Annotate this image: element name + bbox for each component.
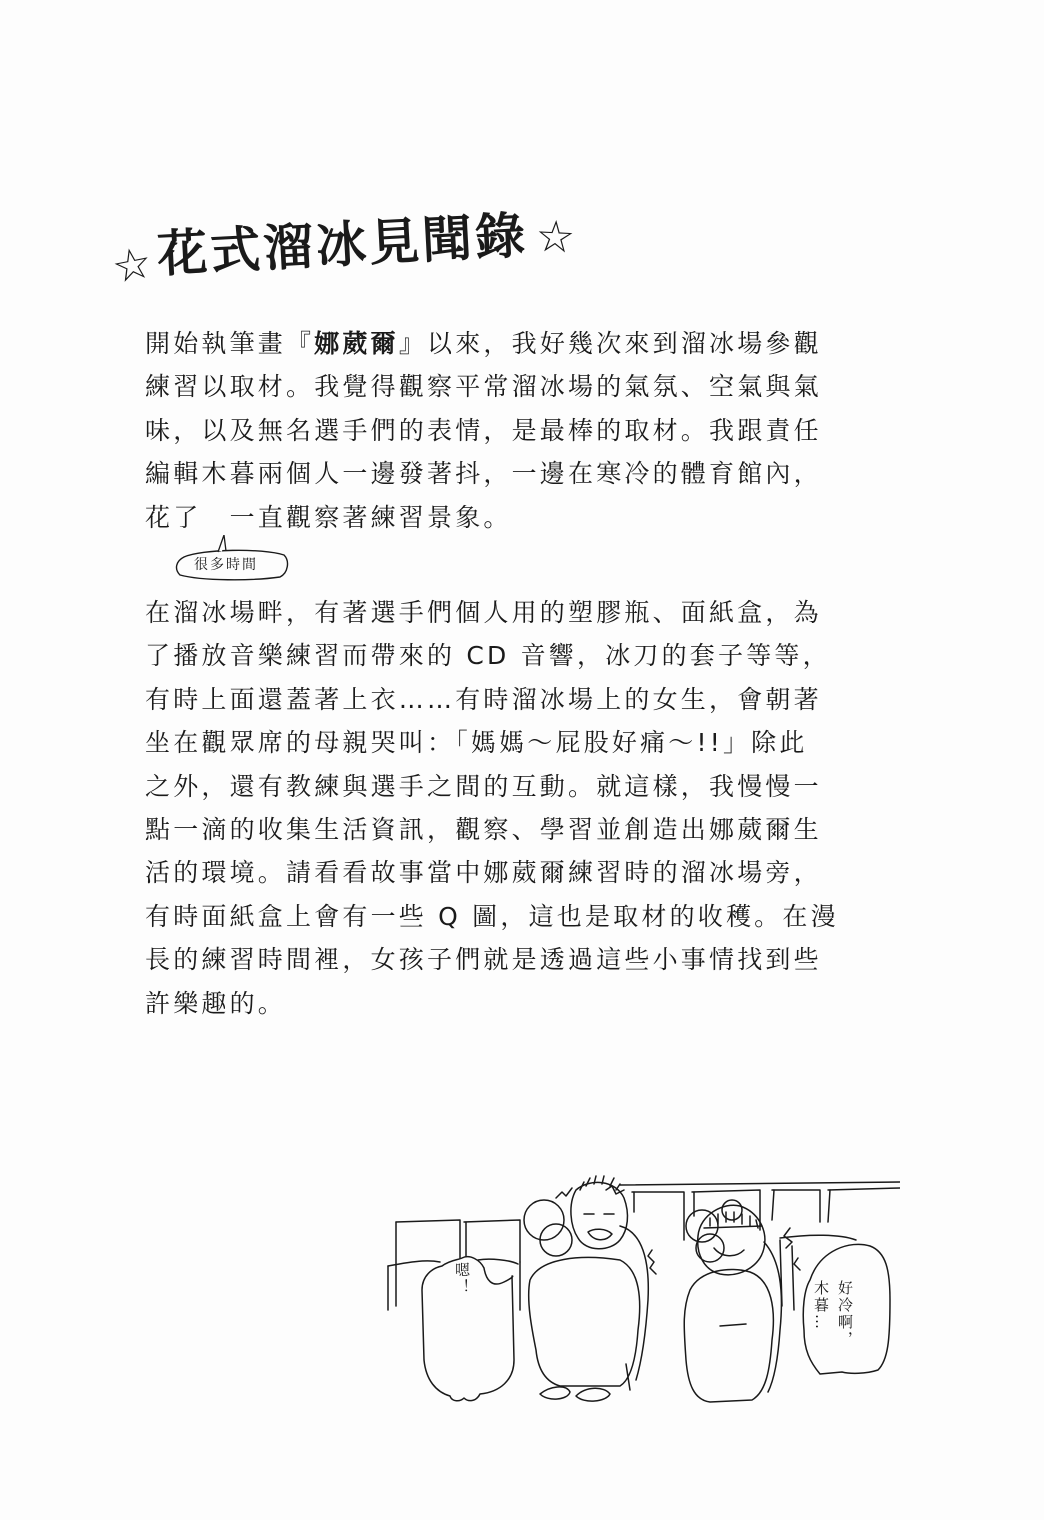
star-icon-right: ☆	[534, 210, 577, 264]
series-title: 娜葳爾	[314, 329, 399, 358]
page-title	[107, 196, 613, 295]
callout-text: 很多時間	[194, 557, 258, 573]
paragraph-line: 練習以取材。我覺得觀察平常溜冰場的氣氛、空氣與氣	[145, 372, 822, 402]
text-segment: 開始執筆畫『	[145, 329, 315, 358]
paragraph-line: 長的練習時間裡，女孩子們就是透過這些小事情找到些	[145, 945, 822, 975]
spectator-seats-illustration	[380, 1130, 900, 1410]
paragraph-line: 了播放音樂練習而帶來的 CD 音響，冰刀的套子等等，	[145, 641, 831, 671]
paragraph-1	[145, 322, 865, 539]
insert-callout-bubble	[172, 549, 288, 579]
paragraph-line: 許樂趣的。	[145, 988, 287, 1018]
speech-bubble-right-text-1: 好冷啊，	[836, 1280, 854, 1348]
title-text: 花式溜冰見聞錄	[155, 206, 530, 284]
paragraph-line: 點一滴的收集生活資訊，觀察、學習並創造出娜葳爾生	[145, 814, 822, 844]
paragraph-line: 味，以及無名選手們的表情，是最棒的取材。我跟責任	[145, 415, 822, 445]
speech-bubble-left-text: 嗯！	[453, 1262, 471, 1296]
paragraph-line: 有時面紙盒上會有一些 Q 圖，這也是取材的收穫。在漫	[145, 901, 839, 931]
paragraph-line: 之外，還有教練與選手之間的互動。就這樣，我慢慢一	[145, 771, 822, 801]
paragraph-line: 坐在觀眾席的母親哭叫：「媽媽～屁股好痛～!!」除此	[145, 728, 808, 758]
paragraph-line: 在溜冰場畔，有著選手們個人用的塑膠瓶、面紙盒，為	[145, 598, 822, 627]
paragraph-2	[145, 591, 865, 1025]
star-icon-left: ☆	[107, 236, 157, 295]
text-segment: 』以來，我好幾次來到溜冰場參觀	[398, 329, 822, 358]
paragraph-line: 有時上面還蓋著上衣……有時溜冰場上的女生，會朝著	[145, 684, 822, 714]
paragraph-line	[145, 322, 865, 365]
speech-bubble-right-text-2: 木暮…	[812, 1280, 830, 1331]
paragraph-line: 花了 一直觀察著練習景象。	[145, 502, 512, 532]
paragraph-line: 編輯木暮兩個人一邊發著抖，一邊在寒冷的體育館內，	[145, 459, 822, 489]
paragraph-line: 活的環境。請看看故事當中娜葳爾練習時的溜冰場旁，	[145, 858, 822, 888]
